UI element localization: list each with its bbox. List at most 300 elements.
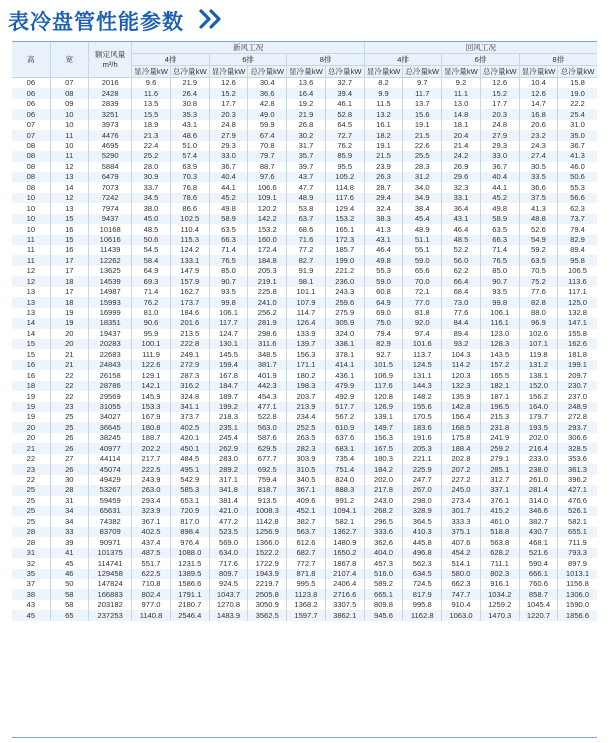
cell-fresh-6row-sensible: 1043.7 [209,589,247,599]
cell-wide: 50 [50,579,88,589]
cell-fresh-8row-sensible: 171.1 [287,360,325,370]
cell-airflow: 7974 [88,203,132,213]
cell-return-4row-sensible: 64.9 [364,297,402,307]
cell-fresh-6row-sensible: 99.8 [209,297,247,307]
cell-fresh-6row-total: 153.2 [248,224,287,234]
cell-wide: 19 [50,308,88,318]
cell-fresh-4row-total: 222.8 [170,339,209,349]
cell-fresh-6row-sensible: 199.2 [209,402,247,412]
cell-fresh-4row-total: 76.8 [170,182,209,192]
cell-return-4row-sensible: 362.6 [364,537,402,547]
cell-high: 45 [12,610,50,620]
cell-airflow: 166883 [88,589,132,599]
cell-fresh-4row-total: 78.6 [170,193,209,203]
cell-return-8row-sensible: 216.4 [519,443,557,453]
cell-return-6row-sensible: 104.3 [442,349,480,359]
cell-airflow: 83709 [88,527,132,537]
cell-return-8row-total: 155.8 [558,329,597,339]
cell-fresh-8row-total: 735.4 [325,454,364,464]
cell-return-8row-total: 50.6 [558,172,597,182]
table-row [12,496,597,506]
cell-return-6row-total: 259.2 [480,443,519,453]
cell-wide: 14 [50,182,88,192]
cell-fresh-6row-total: 219.1 [248,276,287,286]
cell-return-8row-total: 293.7 [558,422,597,432]
cell-return-8row-sensible: 20.6 [519,120,557,130]
cell-return-6row-sensible: 132.3 [442,381,480,391]
header-total: 总冷量kW [325,66,364,78]
table-row [12,475,597,485]
cell-high: 19 [12,402,50,412]
cell-wide: 13 [50,203,88,213]
table-row [12,266,597,276]
header-total: 总冷量kW [248,66,287,78]
cell-return-4row-total: 70.0 [403,276,442,286]
cell-return-8row-total: 117.1 [558,287,597,297]
header-fresh-6row: 6排 [209,54,286,66]
cell-high: 19 [12,412,50,422]
cell-return-4row-sensible: 82.9 [364,339,402,349]
cell-return-8row-sensible: 30.5 [519,162,557,172]
cell-fresh-4row-sensible: 48.5 [132,224,170,234]
cell-return-4row-sensible: 184.2 [364,464,402,474]
cell-fresh-4row-sensible: 202.2 [132,443,170,453]
cell-fresh-8row-sensible: 1123.8 [287,589,325,599]
cell-fresh-4row-sensible: 64.9 [132,266,170,276]
cell-return-6row-total: 36.7 [480,162,519,172]
cell-fresh-6row-sensible: 145.5 [209,349,247,359]
cell-return-4row-sensible: 516.0 [364,569,402,579]
cell-return-4row-total: 364.5 [403,516,442,526]
cell-return-6row-sensible: 33.1 [442,193,480,203]
cell-return-6row-sensible: 114.2 [442,360,480,370]
table-row [12,433,597,443]
cell-high: 12 [12,276,50,286]
cell-high: 28 [12,537,50,547]
table-row [12,548,597,558]
cell-return-4row-total: 28.3 [403,162,442,172]
cell-fresh-6row-sensible: 1483.9 [209,610,247,620]
cell-airflow: 65631 [88,506,132,516]
cell-fresh-6row-sensible: 717.6 [209,558,247,568]
cell-return-8row-total: 272.8 [558,412,597,422]
cell-return-8row-total: 353.6 [558,454,597,464]
cell-wide: 17 [50,255,88,265]
cell-return-4row-total: 19.1 [403,120,442,130]
cell-return-4row-total: 148.2 [403,391,442,401]
header-fresh-8row: 8排 [287,54,365,66]
cell-airflow: 16999 [88,308,132,318]
cell-return-6row-total: 85.0 [480,266,519,276]
cell-fresh-6row-sensible: 85.0 [209,266,247,276]
cell-fresh-4row-sensible: 977.0 [132,600,170,610]
cell-fresh-8row-sensible: 30.2 [287,130,325,140]
cell-return-4row-total: 995.8 [403,600,442,610]
cell-return-6row-total: 1470.3 [480,610,519,620]
cell-fresh-6row-sensible: 49.8 [209,203,247,213]
cell-fresh-4row-sensible: 28.0 [132,162,170,172]
cell-return-6row-sensible: 48.5 [442,235,480,245]
cell-return-8row-sensible: 36.6 [519,182,557,192]
header-high: 高 [12,42,50,78]
cell-fresh-6row-sensible: 24.8 [209,120,247,130]
cell-wide: 12 [50,162,88,172]
cell-fresh-6row-total: 30.4 [248,78,287,89]
cell-fresh-8row-total: 2716.6 [325,589,364,599]
header-airflow [88,42,132,78]
cell-return-6row-sensible: 77.6 [442,308,480,318]
cell-return-4row-total: 634.5 [403,569,442,579]
cell-fresh-6row-sensible: 58.9 [209,214,247,224]
cell-return-4row-total: 34.0 [403,182,442,192]
cell-return-4row-sensible: 665.1 [364,589,402,599]
cell-return-4row-sensible: 38.3 [364,214,402,224]
cell-fresh-4row-total: 133.1 [170,255,209,265]
cell-fresh-8row-sensible: 563.7 [287,527,325,537]
cell-airflow: 4695 [88,141,132,151]
cell-return-4row-total: 59.0 [403,255,442,265]
cell-fresh-6row-sensible: 262.9 [209,443,247,453]
cell-return-6row-sensible: 662.3 [442,579,480,589]
cell-return-6row-total: 279.1 [480,454,519,464]
cell-fresh-8row-sensible: 1368.2 [287,600,325,610]
table-row [12,141,597,151]
cell-fresh-8row-total: 39.4 [325,88,364,98]
cell-airflow: 114741 [88,558,132,568]
cell-return-6row-sensible: 747.7 [442,589,480,599]
cell-fresh-6row-sensible: 235.1 [209,422,247,432]
cell-wide: 46 [50,569,88,579]
cell-airflow: 49429 [88,475,132,485]
cell-return-6row-total: 123.0 [480,329,519,339]
cell-high: 18 [12,381,50,391]
cell-airflow: 237253 [88,610,132,620]
cell-return-6row-total: 66.3 [480,235,519,245]
cell-fresh-8row-sensible: 382.7 [287,516,325,526]
cell-wide: 15 [50,214,88,224]
cell-fresh-6row-total: 106.6 [248,182,287,192]
cell-return-8row-total: 1856.6 [558,610,597,620]
table-row [12,224,597,234]
cell-return-6row-total: 49.8 [480,203,519,213]
table-row [12,235,597,245]
cell-return-6row-total: 71.4 [480,245,519,255]
cell-fresh-4row-total: 402.5 [170,422,209,432]
cell-return-4row-sensible: 16.1 [364,120,402,130]
cell-return-6row-total: 29.3 [480,141,519,151]
cell-return-4row-sensible: 92.7 [364,349,402,359]
cell-wide: 21 [50,360,88,370]
cell-wide: 27 [50,454,88,464]
cell-fresh-4row-sensible: 58.4 [132,255,170,265]
cell-return-6row-total: 17.7 [480,99,519,109]
cell-return-8row-sensible: 41.3 [519,203,557,213]
cell-return-6row-sensible: 9.2 [442,78,480,89]
table-row [12,485,597,495]
table-row [12,454,597,464]
cell-wide: 31 [50,496,88,506]
cell-return-8row-sensible: 107.1 [519,339,557,349]
cell-fresh-6row-sensible: 29.3 [209,141,247,151]
cell-return-8row-sensible: 760.6 [519,579,557,589]
cell-wide: 33 [50,527,88,537]
cell-fresh-4row-sensible: 188.7 [132,433,170,443]
table-row [12,589,597,599]
cell-wide: 34 [50,506,88,516]
cell-return-4row-sensible: 13.2 [364,109,402,119]
cell-fresh-6row-sensible: 117.7 [209,318,247,328]
cell-return-4row-total: 97.4 [403,329,442,339]
cell-fresh-6row-total: 225.8 [248,287,287,297]
header-fresh-4row: 4排 [132,54,209,66]
cell-return-8row-sensible: 48.8 [519,214,557,224]
cell-fresh-4row-sensible: 38.0 [132,203,170,213]
cell-high: 28 [12,527,50,537]
cell-wide: 17 [50,266,88,276]
cell-fresh-4row-total: 898.4 [170,527,209,537]
cell-fresh-8row-sensible: 43.7 [287,172,325,182]
cell-fresh-6row-total: 818.7 [248,485,287,495]
cell-fresh-4row-total: 495.1 [170,464,209,474]
table-row [12,339,597,349]
cell-return-6row-total: 116.1 [480,318,519,328]
cell-return-8row-total: 25.4 [558,109,597,119]
cell-high: 25 [12,506,50,516]
cell-fresh-8row-sensible: 48.9 [287,193,325,203]
cell-fresh-6row-total: 59.9 [248,120,287,130]
cell-return-4row-sensible: 589.2 [364,579,402,589]
cell-fresh-8row-sensible: 995.5 [287,579,325,589]
cell-fresh-8row-total: 85.9 [325,151,364,161]
cell-return-8row-sensible: 382.7 [519,516,557,526]
cell-return-6row-total: 337.1 [480,485,519,495]
cell-fresh-6row-total: 49.0 [248,109,287,119]
cell-fresh-4row-total: 110.4 [170,224,209,234]
cell-return-4row-sensible: 180.3 [364,454,402,464]
table-row [12,579,597,589]
cell-return-4row-sensible: 101.5 [364,360,402,370]
cell-return-6row-total: 15.2 [480,88,519,98]
table-row [12,297,597,307]
cell-high: 12 [12,266,50,276]
cell-return-8row-total: 711.9 [558,537,597,547]
cell-high: 19 [12,391,50,401]
cell-high: 08 [12,151,50,161]
cell-wide: 10 [50,109,88,119]
cell-return-8row-sensible: 59.2 [519,245,557,255]
cell-fresh-4row-sensible: 45.0 [132,214,170,224]
cell-fresh-6row-sensible: 76.5 [209,255,247,265]
cell-high: 25 [12,485,50,495]
cell-airflow: 12262 [88,255,132,265]
cell-return-8row-sensible: 37.5 [519,193,557,203]
cell-return-8row-total: 31.0 [558,120,597,130]
cell-fresh-6row-sensible: 477.2 [209,516,247,526]
cell-return-4row-sensible: 59.0 [364,276,402,286]
cell-return-6row-total: 241.9 [480,433,519,443]
header-return-8row: 8排 [519,54,597,66]
cell-return-8row-sensible: 27.4 [519,151,557,161]
cell-high: 16 [12,370,50,380]
cell-return-6row-total: 182.1 [480,381,519,391]
cell-fresh-8row-total: 3862.1 [325,610,364,620]
cell-return-8row-total: 1156.8 [558,579,597,589]
cell-wide: 30 [50,475,88,485]
cell-fresh-6row-sensible: 63.5 [209,224,247,234]
cell-fresh-4row-sensible: 367.1 [132,516,170,526]
cell-return-4row-sensible: 149.7 [364,422,402,432]
cell-high: 06 [12,88,50,98]
cell-return-6row-total: 518.8 [480,527,519,537]
cell-high: 38 [12,589,50,599]
cell-return-8row-total: 361.3 [558,464,597,474]
cell-airflow: 11439 [88,245,132,255]
cell-return-6row-total: 415.2 [480,506,519,516]
cell-fresh-4row-total: 51.0 [170,141,209,151]
cell-return-4row-sensible: 126.9 [364,402,402,412]
cell-high: 10 [12,224,50,234]
header-sensible: 显冷量kW [442,66,480,78]
cell-fresh-6row-sensible: 924.5 [209,579,247,589]
cell-return-4row-total: 11.7 [403,88,442,98]
cell-fresh-6row-sensible: 283.0 [209,454,247,464]
cell-fresh-8row-total: 610.9 [325,422,364,432]
cell-fresh-6row-sensible: 159.4 [209,360,247,370]
cell-wide: 17 [50,287,88,297]
cell-return-4row-sensible: 32.4 [364,203,402,213]
cell-fresh-4row-total: 324.8 [170,391,209,401]
cell-airflow: 20283 [88,339,132,349]
cell-fresh-6row-total: 120.2 [248,203,287,213]
cell-return-6row-total: 285.1 [480,464,519,474]
cell-wide: 10 [50,141,88,151]
table-row [12,569,597,579]
cell-fresh-4row-total: 63.9 [170,162,209,172]
cell-fresh-8row-total: 436.1 [325,370,364,380]
cell-return-8row-sensible: 10.4 [519,78,557,89]
cell-wide: 58 [50,600,88,610]
cell-return-8row-total: 89.4 [558,245,597,255]
cell-return-8row-sensible: 119.8 [519,349,557,359]
cell-airflow: 29569 [88,391,132,401]
cell-return-4row-sensible: 79.4 [364,329,402,339]
cell-high: 16 [12,360,50,370]
cell-return-8row-sensible: 88.0 [519,308,557,318]
cell-return-8row-sensible: 63.5 [519,255,557,265]
cell-fresh-8row-total: 338.1 [325,339,364,349]
cell-fresh-6row-total: 256.2 [248,308,287,318]
cell-return-8row-total: 655.1 [558,527,597,537]
cell-return-4row-sensible: 809.8 [364,600,402,610]
cell-fresh-6row-total: 172.4 [248,245,287,255]
cell-fresh-6row-total: 3562.5 [248,610,287,620]
cell-return-8row-total: 1590.0 [558,600,597,610]
cell-airflow: 26158 [88,370,132,380]
cell-fresh-4row-sensible: 50.6 [132,235,170,245]
table-row [12,130,597,140]
cell-high: 11 [12,235,50,245]
cell-fresh-8row-total: 1650.2 [325,548,364,558]
cell-fresh-4row-total: 162.7 [170,287,209,297]
cell-wide: 58 [50,589,88,599]
cell-wide: 45 [50,558,88,568]
table-row [12,78,597,89]
cell-airflow: 38245 [88,433,132,443]
cell-fresh-6row-total: 1366.0 [248,537,287,547]
cell-return-6row-sensible: 135.9 [442,391,480,401]
cell-airflow: 45074 [88,464,132,474]
cell-fresh-4row-total: 1586.6 [170,579,209,589]
cell-fresh-6row-total: 1142.8 [248,516,287,526]
cell-fresh-4row-sensible: 122.6 [132,360,170,370]
cell-return-4row-total: 101.6 [403,339,442,349]
cell-return-4row-total: 183.6 [403,422,442,432]
cell-airflow: 28786 [88,381,132,391]
cell-return-8row-total: 897.9 [558,558,597,568]
cell-fresh-4row-sensible: 402.5 [132,527,170,537]
cell-return-8row-total: 1013.1 [558,569,597,579]
cell-fresh-4row-sensible: 243.9 [132,475,170,485]
cell-high: 13 [12,287,50,297]
cell-return-6row-total: 376.1 [480,496,519,506]
cell-fresh-4row-total: 316.2 [170,381,209,391]
cell-return-6row-total: 106.1 [480,308,519,318]
cell-return-4row-total: 144.3 [403,381,442,391]
header-sensible: 显冷量kW [519,66,557,78]
cell-high: 08 [12,162,50,172]
cell-wide: 25 [50,422,88,432]
cell-fresh-4row-total: 184.6 [170,308,209,318]
cell-fresh-6row-total: 109.1 [248,193,287,203]
table-row [12,99,597,109]
cell-return-6row-sensible: 62.2 [442,266,480,276]
cell-return-4row-sensible: 43.1 [364,235,402,245]
cell-return-6row-sensible: 454.2 [442,548,480,558]
cell-fresh-6row-total: 1522.2 [248,548,287,558]
cell-return-8row-sensible: 202.0 [519,433,557,443]
cell-return-6row-sensible: 89.4 [442,329,480,339]
cell-high: 08 [12,182,50,192]
cell-fresh-4row-total: 653.1 [170,496,209,506]
cell-airflow: 53267 [88,485,132,495]
table-body [12,78,597,621]
cell-return-8row-total: 147.1 [558,318,597,328]
cell-fresh-4row-total: 341.1 [170,402,209,412]
cell-fresh-6row-total: 348.5 [248,349,287,359]
cell-return-8row-sensible: 96.9 [519,318,557,328]
cell-fresh-4row-sensible: 487.5 [132,548,170,558]
cell-fresh-4row-total: 35.3 [170,109,209,119]
cell-return-4row-sensible: 217.8 [364,485,402,495]
cell-wide: 15 [50,235,88,245]
cell-fresh-4row-total: 48.6 [170,130,209,140]
cell-fresh-4row-total: 2546.4 [170,610,209,620]
cell-fresh-8row-sensible: 198.3 [287,381,325,391]
cell-fresh-4row-sensible: 15.5 [132,109,170,119]
cell-return-4row-total: 48.9 [403,224,442,234]
cell-return-4row-total: 205.3 [403,443,442,453]
cell-wide: 07 [50,78,88,89]
cell-fresh-4row-sensible: 30.9 [132,172,170,182]
cell-return-4row-sensible: 156.3 [364,433,402,443]
cell-fresh-8row-sensible: 35.7 [287,151,325,161]
cell-fresh-6row-total: 522.8 [248,412,287,422]
cell-fresh-6row-total: 241.0 [248,297,287,307]
cell-return-6row-sensible: 20.4 [442,130,480,140]
cell-return-6row-total: 461.0 [480,516,519,526]
table-row [12,162,597,172]
cell-fresh-8row-total: 888.3 [325,485,364,495]
